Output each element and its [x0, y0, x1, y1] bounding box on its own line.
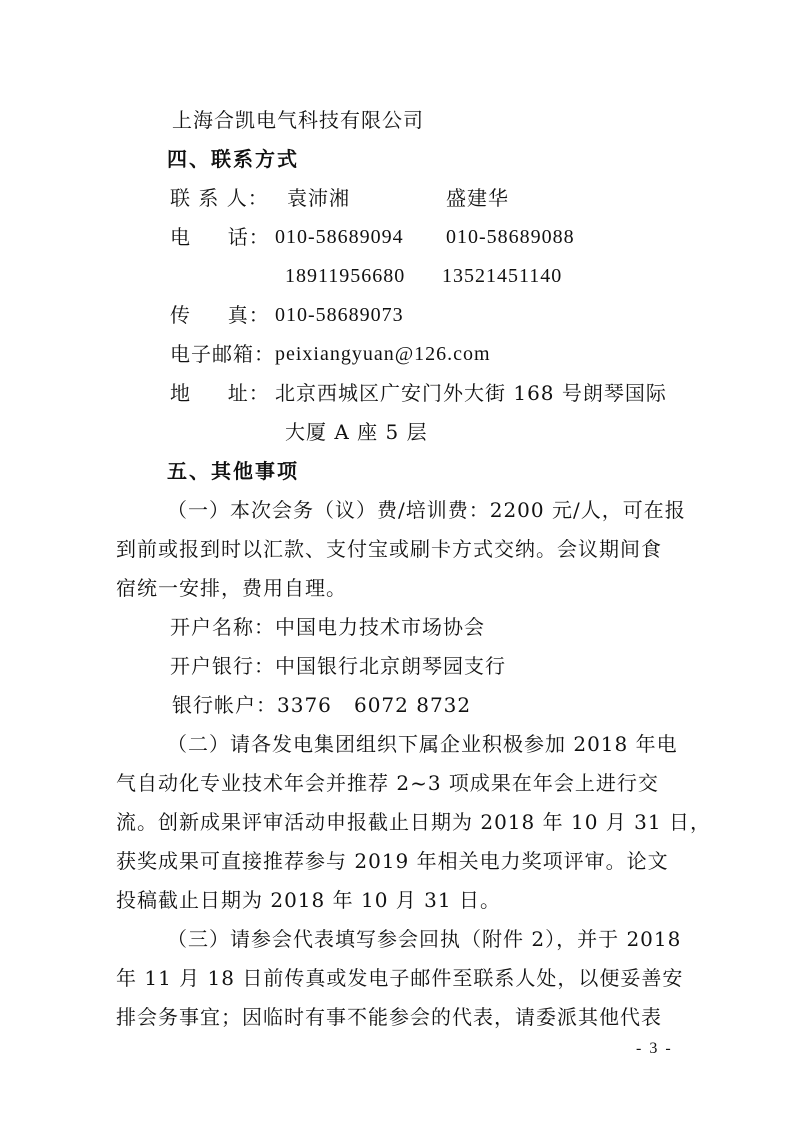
item3-line1: （三）请参会代表填写参会回执（附件 2），并于 2018: [167, 927, 682, 951]
item1-line1: （一）本次会务（议）费/培训费：2200 元/人，可在报: [167, 498, 686, 522]
address-line-1: 北京西城区广安门外大街 168 号朗琴国际: [275, 381, 667, 405]
phone-label: 电 话：: [170, 225, 270, 249]
section-heading-contact: 四、联系方式: [167, 147, 299, 171]
address-label: 地 址：: [170, 381, 270, 405]
item3-line2: 年 11 月 18 日前传真或发电子邮件至联系人处，以便妥善安: [116, 966, 684, 990]
address-line-2: 大厦 A 座 5 层: [285, 420, 428, 444]
fax-number: 010-58689073: [275, 304, 404, 326]
fax-label: 传 真：: [170, 303, 270, 327]
company-name: 上海合凯电气科技有限公司: [172, 108, 424, 132]
contact-person-label: 联 系 人：: [170, 186, 269, 210]
item2-line3: 流。创新成果评审活动申报截止日期为 2018 年 10 月 31 日，: [116, 810, 711, 834]
email-label: 电子邮箱：: [170, 342, 275, 366]
account-bank: 开户银行：中国银行北京朗琴园支行: [170, 654, 506, 678]
item1-line3: 宿统一安排，费用自理。: [116, 576, 347, 600]
item2-line5: 投稿截止日期为 2018 年 10 月 31 日。: [116, 888, 501, 912]
item1-line2: 到前或报到时以汇款、支付宝或刷卡方式交纳。会议期间食: [116, 537, 662, 561]
mobile-1: 18911956680: [285, 265, 406, 287]
item3-line3: 排会务事宜；因临时有事不能参会的代表，请委派其他代表: [116, 1005, 662, 1029]
item2-line4: 获奖成果可直接推荐参与 2019 年相关电力奖项评审。论文: [116, 849, 669, 873]
item2-line2: 气自动化专业技术年会并推荐 2~3 项成果在年会上进行交: [116, 771, 659, 795]
phone-2: 010-58689088: [446, 226, 575, 248]
page-number: - 3 -: [636, 1040, 673, 1057]
contact-person-1: 袁沛湘: [287, 186, 350, 210]
account-name: 开户名称：中国电力技术市场协会: [170, 615, 485, 639]
phone-1: 010-58689094: [275, 226, 404, 248]
contact-person-2: 盛建华: [446, 186, 509, 210]
email-address: peixiangyuan@126.com: [275, 343, 491, 365]
mobile-2: 13521451140: [442, 265, 563, 287]
section-heading-other: 五、其他事项: [167, 459, 299, 483]
item2-line1: （二）请各发电集团组织下属企业积极参加 2018 年电: [167, 732, 678, 756]
account-number: 银行帐户：3376 6072 8732: [172, 693, 472, 717]
